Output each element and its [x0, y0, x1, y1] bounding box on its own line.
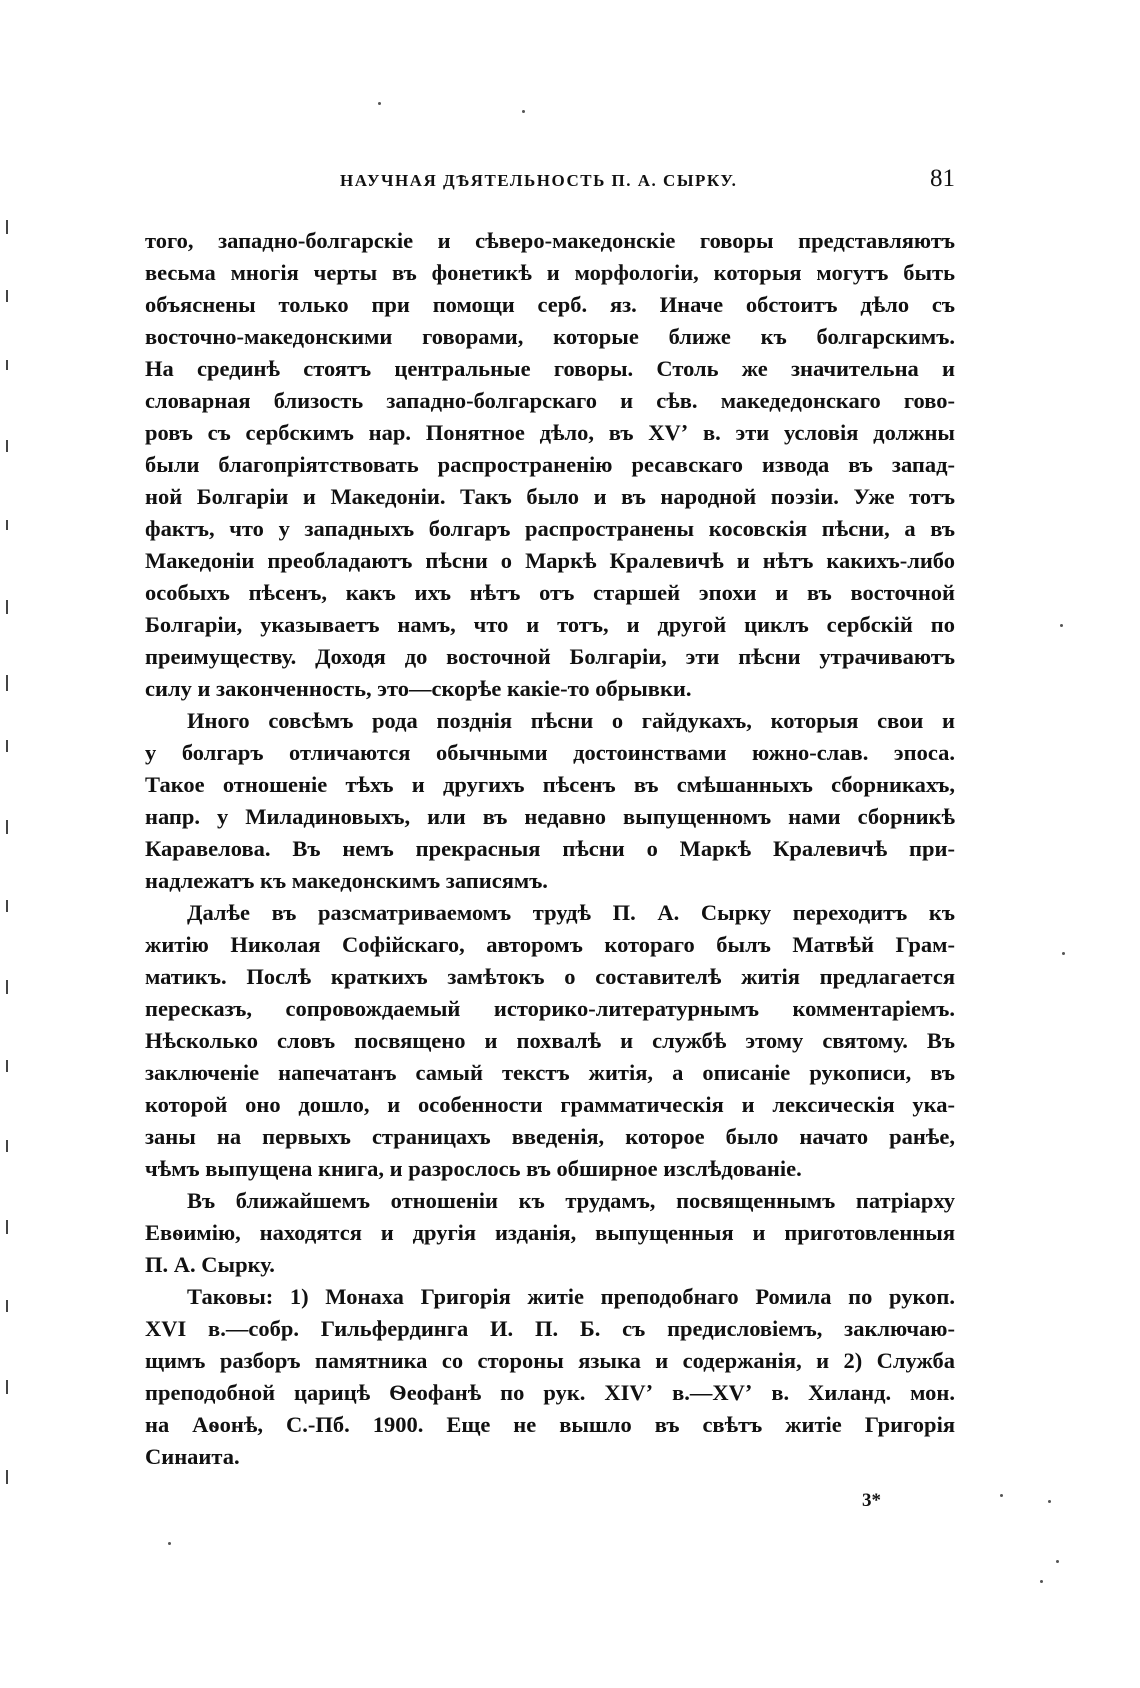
text-line: весьма многія черты въ фонетикѣ и морфологіи, которыя могутъ быть: [145, 260, 955, 285]
text-line: ной Болгаріи и Македоніи. Такъ было и въ народной поэзіи. Уже тотъ: [145, 484, 955, 509]
text-line: на Аѳонѣ, С.-Пб. 1900. Еще не вышло въ свѣтъ житіе Григорія: [145, 1412, 955, 1437]
text-line: Евѳимію, находятся и другія изданія, выпущенныя и приготовленныя: [145, 1220, 955, 1245]
text-line: того, западно-болгарскіе и сѣверо-македонскіе говоры представляютъ: [145, 228, 955, 253]
text-line: Каравелова. Въ немъ прекрасныя пѣсни о Маркѣ Кралевичѣ при-: [145, 836, 955, 861]
text-line: словарная близость западно-болгарскаго и сѣв. македедонскаго гово-: [145, 388, 955, 413]
text-line: Такое отношеніе тѣхъ и другихъ пѣсенъ въ смѣшанныхъ сборникахъ,: [145, 772, 955, 797]
signature-mark: 3*: [862, 1490, 881, 1511]
scan-speck: [1056, 1560, 1059, 1563]
scan-speck: [378, 102, 381, 105]
text-line: П. А. Сырку.: [145, 1252, 275, 1277]
body-text: [145, 225, 955, 1473]
text-line: заны на первыхъ страницахъ введенія, которое было начато ранѣе,: [145, 1124, 955, 1149]
text-line: Таковы: 1) Монаха Григорія житіе преподобнаго Ромила по рукоп.: [187, 1284, 955, 1309]
scan-speck: [168, 1542, 171, 1545]
text-line: которой оно дошло, и особенности грамматическія и лексическія ука-: [145, 1092, 955, 1117]
text-line: объяснены только при помощи серб. яз. Иначе обстоитъ дѣло съ: [145, 292, 955, 317]
scan-speck: [1000, 1494, 1003, 1497]
text-line: Синаита.: [145, 1444, 240, 1469]
text-line: Нѣсколько словъ посвящено и похвалѣ и службѣ этому святому. Въ: [145, 1028, 955, 1053]
text-line: надлежатъ къ македонскимъ записямъ.: [145, 868, 548, 893]
text-line: силу и законченность, это—скорѣе какіе-то обрывки.: [145, 676, 692, 701]
text-line: Въ ближайшемъ отношеніи къ трудамъ, посвященнымъ патріарху: [187, 1188, 955, 1213]
text-line: восточно-македонскими говорами, которые ближе къ болгарскимъ.: [145, 324, 955, 349]
text-line: житію Николая Софійскаго, авторомъ котораго былъ Матвѣй Грам-: [145, 932, 955, 957]
text-line: матикъ. Послѣ краткихъ замѣтокъ о составителѣ житія предлагается: [145, 964, 955, 989]
text-line: преподобной царицѣ Ѳеофанѣ по рук. XIVʼ в.—XVʼ в. Хиланд. мон.: [145, 1380, 955, 1405]
scan-speck: [1048, 1500, 1051, 1503]
scan-speck: [522, 110, 525, 113]
text-line: чѣмъ выпущена книга, и разрослось въ обширное изслѣдованіе.: [145, 1156, 802, 1181]
scan-speck: [1040, 1580, 1043, 1583]
page-header: [145, 165, 955, 201]
text-line: заключеніе напечатанъ самый текстъ житія, а описаніе рукописи, въ: [145, 1060, 955, 1085]
scan-speck: [1060, 624, 1063, 627]
text-line: Македоніи преобладаютъ пѣсни о Маркѣ Кралевичѣ и нѣтъ какихъ-либо: [145, 548, 955, 573]
text-line: особыхъ пѣсенъ, какъ ихъ нѣтъ отъ старшей эпохи и въ восточной: [145, 580, 955, 605]
page-number: 81: [930, 165, 955, 192]
text-line: преимуществу. Доходя до восточной Болгаріи, эти пѣсни утрачиваютъ: [145, 644, 955, 669]
running-title: НАУЧНАЯ ДѢЯТЕЛЬНОСТЬ П. А. СЫРКУ.: [340, 171, 738, 190]
text-line: Далѣе въ разсматриваемомъ трудѣ П. А. Сырку переходитъ къ: [187, 900, 955, 925]
text-line: напр. у Миладиновыхъ, или въ недавно выпущенномъ нами сборникѣ: [145, 804, 955, 829]
text-line: На срединѣ стоятъ центральные говоры. Столь же значительна и: [145, 356, 955, 381]
text-line: Иного совсѣмъ рода позднія пѣсни о гайдукахъ, которыя свои и: [187, 708, 955, 733]
margin-scan-marks: [6, 220, 14, 1500]
text-line: фактъ, что у западныхъ болгаръ распространены косовскія пѣсни, а въ: [145, 516, 955, 541]
text-line: Болгаріи, указываетъ намъ, что и тотъ, и другой циклъ сербскій по: [145, 612, 955, 637]
text-line: были благопріятствовать распространенію ресавскаго извода въ запад-: [145, 452, 955, 477]
text-line: у болгаръ отличаются обычными достоинствами южно-слав. эпоса.: [145, 740, 955, 765]
scan-speck: [1062, 952, 1065, 955]
text-line: XVI в.—собр. Гильфердинга И. П. Б. съ предисловіемъ, заключаю-: [145, 1316, 955, 1341]
text-line: ровъ съ сербскимъ нар. Понятное дѣло, въ XVʼ в. эти условія должны: [145, 420, 955, 445]
text-line: щимъ разборъ памятника со стороны языка и содержанія, и 2) Служба: [145, 1348, 955, 1373]
text-line: пересказъ, сопровождаемый историко-литературнымъ комментаріемъ.: [145, 996, 955, 1021]
